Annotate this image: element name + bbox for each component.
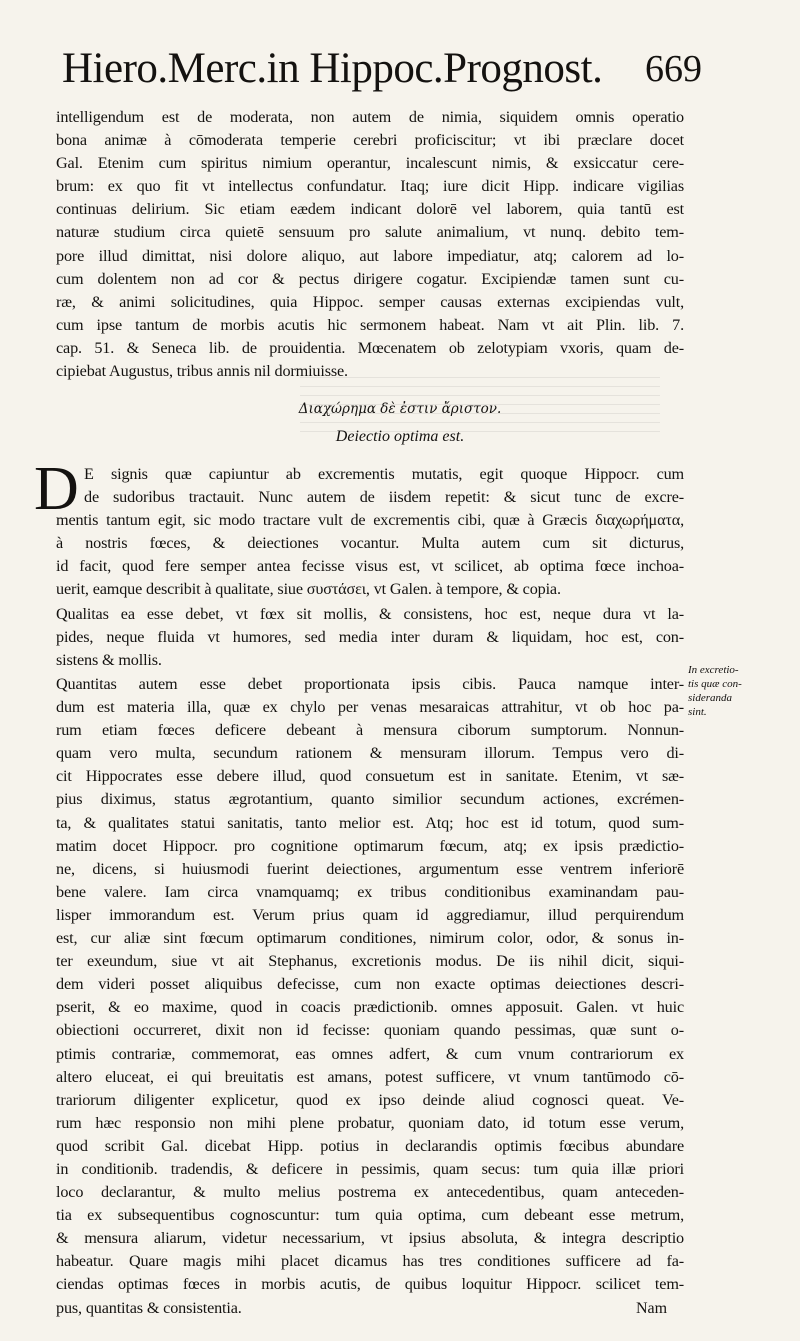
paragraph-1 xyxy=(56,106,684,383)
text-line: cum ipse tantum de morbis acutis hic sermonem habeat. Nam vt ait Plin. lib. 7. xyxy=(56,315,684,334)
text-line: rum hæc responsio non mihi plene probatur, quoniam dato, id totum esse verum, xyxy=(56,1113,684,1132)
text-line: obiectioni occurreret, dixit non id fecisse: quoniam quando pessimas, quæ sunt o- xyxy=(56,1021,684,1040)
paragraph-2 xyxy=(56,463,684,602)
text-line: sistens & mollis. xyxy=(56,651,162,670)
text-line: rum etiam fœces deficere debeant à mensura ciborum sumptorum. Nonnun- xyxy=(56,721,684,740)
text-line: habeatur. Quare magis mihi placet dicamus has tres conditiones sufficere ad fa- xyxy=(56,1252,684,1271)
text-line: dem videri posset aliquibus defecisse, cum non exacte optimas deiectiones descri- xyxy=(56,975,684,994)
text-line: trariorum diligenter explicetur, quod ex ipso deinde aliud cognosci queat. Ve- xyxy=(56,1090,684,1109)
text-line: ne, dicens, si huiusmodi fuerint deiectiones, argumentum esse ventrem inferiorē xyxy=(56,859,684,878)
text-line: Gal. Etenim cum spiritus nimium operantur, incalescunt nimis, & exsiccatur cere- xyxy=(56,154,684,173)
running-head xyxy=(62,42,702,96)
text-line: quam vero multa, secundum rationem & mensuram illorum. Tempus vero di- xyxy=(56,744,684,763)
text-line: pserit, & eo maxime, quod in coacis prædictionib. omnes apposuit. Galen. vt huic xyxy=(56,998,684,1017)
text-line: Quantitas autem esse debet proportionata ipsis cibis. Pauca namque inter- xyxy=(56,675,684,693)
text-line: à nostris fœces, & deiectiones vocantur. Multa autem cum sit dicturus, xyxy=(56,534,684,553)
text-line: & mensura aliarum, videtur necessarium, vt ipsius absoluta, & integra descriptio xyxy=(56,1229,684,1248)
text-line: cum dolentem non ad cor & pectus dirigere cogatur. Excipiendæ tamen sunt cu- xyxy=(56,269,684,288)
marginal-note-line: sint. xyxy=(688,706,707,718)
text-line: pides, neque fluida vt humores, sed media inter duram & liquidam, hoc est, con- xyxy=(56,628,684,647)
text-line: bene valere. Iam circa vnamquamq; ex tribus conditionibus examinandam pau- xyxy=(56,882,684,901)
text-line: ptimis contrariæ, commemorat, eas omnes adfert, & cum vnum contrariorum ex xyxy=(56,1044,684,1063)
text-line: E signis quæ capiuntur ab excrementis mutatis, egit quoque Hippocr. cum xyxy=(84,465,684,483)
text-line: uerit, eamque describit à qualitate, siue συστάσει, vt Galen. à tempore, & copia. xyxy=(56,580,561,599)
text-line: pore illud dimittat, nisi dolore aliquo, aut labore impediatur, atq; calorem ad lo- xyxy=(56,246,684,265)
text-line: de sudoribus tractauit. Nunc autem de iisdem repetit: & sicut tunc de excre- xyxy=(84,488,684,507)
marginal-note-line: In excretio- xyxy=(688,664,739,676)
text-line: ter exeundum, siue vt ait Stephanus, excretionis modus. De iis nihil dicit, siqui- xyxy=(56,952,684,971)
page-number: 669 xyxy=(645,48,702,90)
running-title: Hiero.Merc.in Hippoc.Prognost. xyxy=(62,45,603,92)
text-line: cipiebat Augustus, tribus annis nil dormiuisse. xyxy=(56,362,348,381)
section-heading-greek: Διαχώρημα δὲ ἐστιν ἄριστον. xyxy=(298,401,502,417)
catchword: Nam xyxy=(636,1300,668,1317)
text-line: cit Hippocrates esse debere illud, quod consuetum est in sanitate. Etenim, vt sæ- xyxy=(56,767,684,786)
text-line: intelligendum est de moderata, non autem de nimia, siquidem omnis operatio xyxy=(56,108,684,126)
text-line: cap. 51. & Seneca lib. de prouidentia. Mœcenatem ob zelotypiam vxoris, quam de- xyxy=(56,338,684,357)
drop-initial: D xyxy=(34,455,79,523)
text-line: ciendas optimas fœces in morbis acutis, de quibus loquitur Hippocr. scilicet tem- xyxy=(56,1275,684,1294)
text-line: altero eluceat, ei qui breuitatis est amans, potest sufficere, vt vnum tantūmodo cō- xyxy=(56,1067,684,1086)
text-line: bona animæ à cōmoderata temperie cerebri proficiscitur; vt ibi præclare docet xyxy=(56,131,684,150)
text-line: id facit, quod fere semper antea fecisse visus est, vt scilicet, ab optima fœce inchoa- xyxy=(56,557,684,576)
marginal-note xyxy=(688,663,770,719)
text-line: loco declarantur, & multo melius postrema ex antecedentibus, quam anteceden- xyxy=(56,1183,684,1202)
text-line: naturæ studium circa quietē sensuum pro salute animalium, vt nunq. debito tem- xyxy=(56,223,684,242)
marginal-note-line: sideranda xyxy=(688,692,732,704)
text-line: mentis tantum egit, sic modo tractare vult de excrementis cibi, quæ à Græcis διαχωρήματα, xyxy=(56,511,684,530)
text-line: continuas delirium. Sic etiam eædem indicant dolorē vel laborem, quia tantū est xyxy=(56,200,684,219)
paragraph-4 xyxy=(56,673,684,1320)
text-line: ræ, & animi solicitudines, quia Hippoc. semper causas externas excipiendas vult, xyxy=(56,292,684,311)
text-line: lisper immorandum est. Verum prius quam id aggrediamur, illud perquirendum xyxy=(56,905,684,924)
text-line: tia ex subsequentibus cognoscuntur: tum quia optima, cum debeant esse metrum, xyxy=(56,1206,684,1225)
text-line: matim docet Hippocr. pro cognitione optimarum fœcum, atq; ex ipsis prædictio- xyxy=(56,836,684,855)
text-line: ta, & qualitates statui sanitatis, tanto melior est. Atq; hoc est id totum, quod sum- xyxy=(56,813,684,832)
text-line: pius diximus, status ægrotantium, quanto similior secundum actiones, excrémen- xyxy=(56,790,684,809)
text-line: est, cur aliæ sint fœcum optimarum conditiones, nimirum color, odor, & sonus in- xyxy=(56,929,684,948)
marginal-note-line: tis quæ con- xyxy=(688,678,742,690)
text-line: dum est materia illa, quæ ex chylo per venas mesaraicas attrahitur, vt ob hoc pa- xyxy=(56,698,684,717)
text-line: quod scribit Gal. dicebat Hipp. potius in declarandis optimis fœcibus abundare xyxy=(56,1136,684,1155)
text-line: in conditionib. tradendis, & deficere in pessimis, quam secus: tum quia illæ priori xyxy=(56,1159,684,1178)
text-line: pus, quantitas & consistentia. xyxy=(56,1298,242,1317)
section-heading-latin: Deiectio optima est. xyxy=(335,428,465,445)
text-line: Qualitas ea esse debet, vt fœx sit mollis, & consistens, hoc est, neque dura vt la- xyxy=(56,605,684,623)
text-line: brum: ex quo fit vt intellectus confundatur. Itaq; iure dicit Hipp. indicare vigilias xyxy=(56,177,684,196)
paragraph-3 xyxy=(56,603,684,672)
